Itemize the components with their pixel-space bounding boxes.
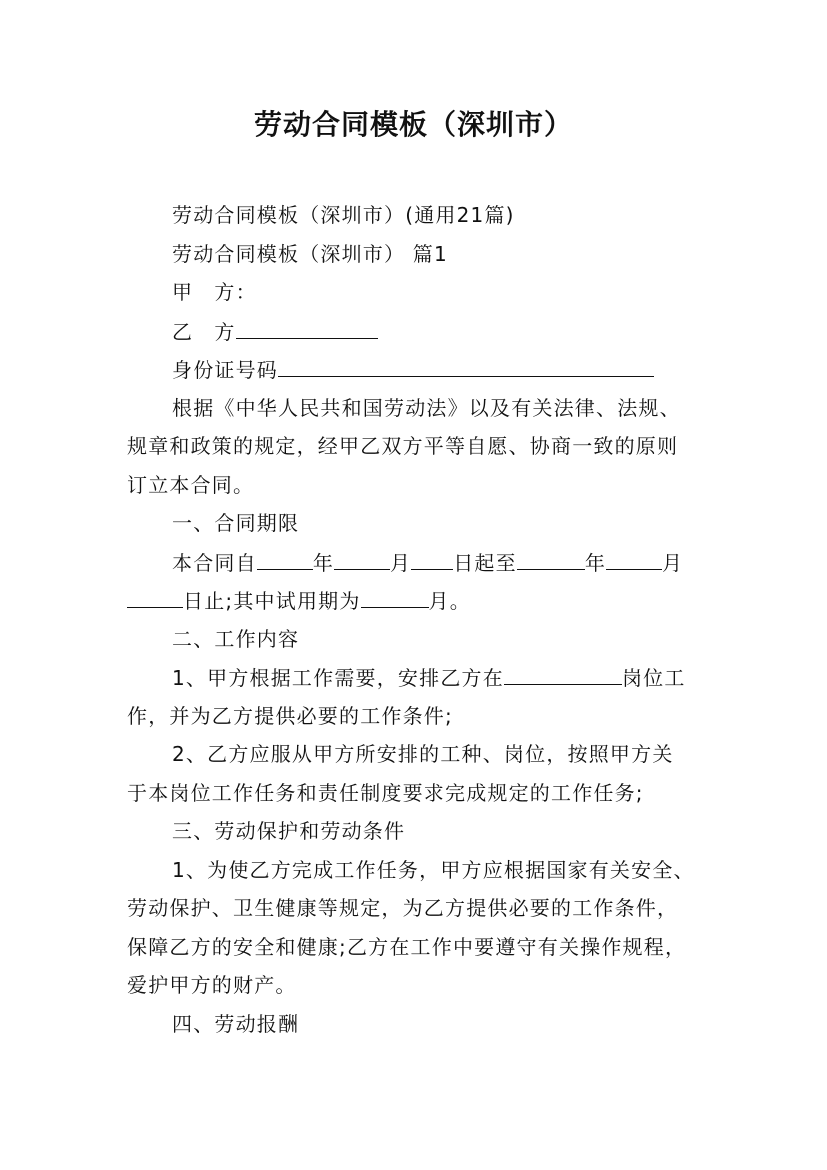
end-year-blank — [517, 543, 585, 570]
start-year-blank — [257, 543, 313, 570]
term-text: 月。 — [428, 589, 471, 613]
document-title: 劳动合同模板（深圳市） — [253, 108, 573, 141]
term-text: 年 — [312, 550, 335, 575]
id-number-label: 身份证号码 — [172, 358, 278, 382]
section-heading: 四、劳动报酬 — [172, 1011, 300, 1036]
term-text: 本合同自 — [172, 550, 257, 575]
party-b-label: 乙 方 — [172, 319, 236, 344]
start-month-blank — [334, 543, 390, 570]
protection-line: 1、为使乙方完成工作任务，甲方应根据国家有关安全、 — [172, 857, 695, 882]
section-heading: 二、工作内容 — [172, 626, 300, 651]
end-day-blank — [127, 581, 183, 608]
work-line: 于本岗位工作任务和责任制度要求完成规定的工作任务; — [127, 780, 644, 805]
term-text: 日起至 — [453, 550, 517, 575]
term-text: 年 — [584, 550, 607, 575]
id-number-blank — [278, 350, 654, 377]
party-a-label: 甲 方： — [172, 280, 257, 304]
intro-line: 根据《中华人民共和国劳动法》以及有关法律、法规、 — [172, 395, 681, 420]
position-blank — [504, 658, 622, 685]
end-month-blank — [606, 543, 662, 570]
protection-line: 劳动保护、卫生健康等规定，为乙方提供必要的工作条件， — [127, 896, 679, 920]
work-line: 2、乙方应服从甲方所安排的工种、岗位，按照甲方关 — [172, 742, 674, 766]
probation-blank — [361, 581, 429, 608]
subtitle: 劳动合同模板（深圳市）(通用21篇) — [172, 203, 515, 227]
section-heading: 三、劳动保护和劳动条件 — [172, 819, 406, 843]
party-a-line — [127, 273, 712, 312]
term-line — [127, 581, 712, 620]
section-heading: 一、合同期限 — [172, 511, 300, 535]
work-line — [127, 658, 712, 697]
term-text: 月 — [662, 550, 684, 575]
protection-line: 爱护甲方的财产。 — [127, 973, 297, 997]
intro-line: 规章和政策的规定，经甲乙双方平等自愿、协商一致的原则 — [127, 434, 679, 458]
work-text: 1、甲方根据工作需要，安排乙方在 — [172, 666, 504, 690]
term-text: 日止;其中试用期为 — [183, 589, 361, 613]
party-b-line — [127, 312, 712, 351]
party-b-blank — [236, 312, 378, 339]
document-body — [127, 196, 712, 1043]
id-number-line — [127, 350, 712, 389]
start-day-blank — [411, 543, 453, 570]
term-text: 月 — [390, 550, 412, 575]
work-text: 岗位工 — [621, 666, 686, 690]
term-line — [127, 543, 712, 582]
protection-line: 保障乙方的安全和健康;乙方在工作中要遵守有关操作规程， — [127, 934, 687, 959]
intro-line: 订立本合同。 — [127, 472, 255, 497]
work-line: 作，并为乙方提供必要的工作条件; — [127, 703, 453, 728]
chapter-heading: 劳动合同模板（深圳市） 篇1 — [172, 241, 448, 266]
